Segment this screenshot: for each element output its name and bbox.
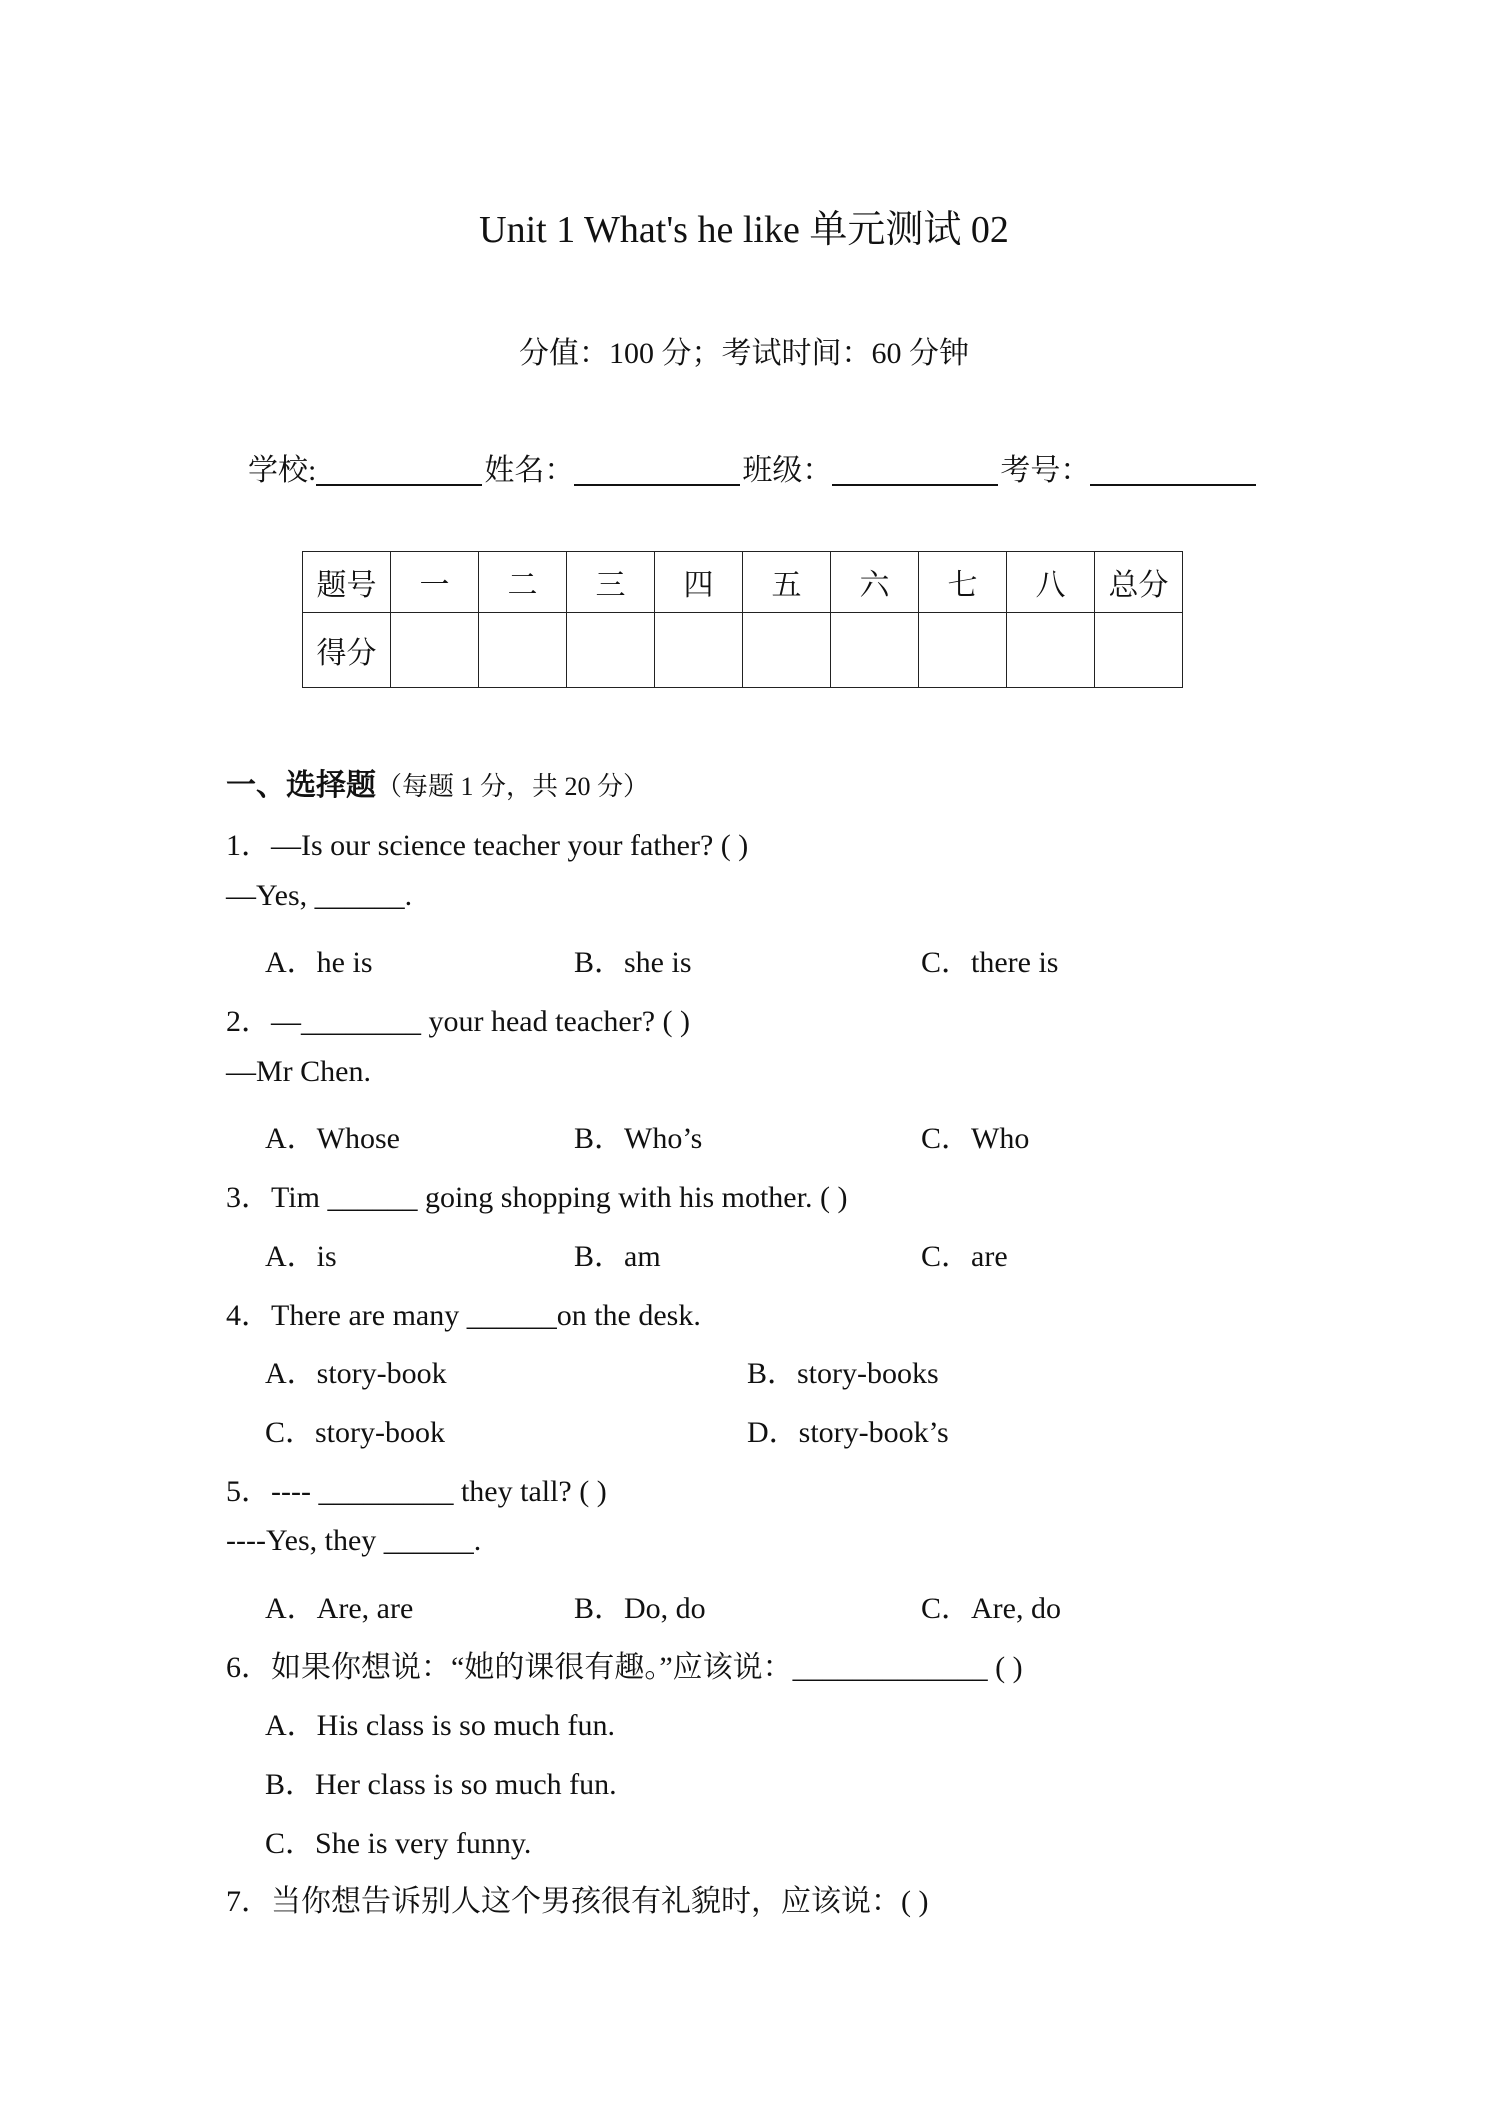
score-cell[interactable] (567, 613, 655, 688)
question-1-option-a[interactable]: A．he is (265, 946, 373, 979)
question-4-option-a[interactable]: A．story-book (265, 1357, 447, 1390)
question-6-option-a[interactable]: A．His class is so much fun. (265, 1709, 615, 1742)
column-header: 五 (743, 552, 831, 613)
school-label: 学校: (248, 454, 317, 487)
question-2-option-a[interactable]: A．Whose (265, 1122, 400, 1155)
student-info-line (248, 445, 1258, 489)
column-header: 四 (655, 552, 743, 613)
name-blank[interactable] (574, 454, 740, 486)
row-header-score: 得分 (303, 613, 391, 688)
score-cell-total[interactable] (1095, 613, 1183, 688)
question-2-followup: —Mr Chen. (226, 1055, 371, 1088)
score-cell[interactable] (1007, 613, 1095, 688)
question-5-option-a[interactable]: A．Are, are (265, 1592, 414, 1625)
exam-number-blank[interactable] (1090, 454, 1256, 486)
class-label: 班级： (742, 454, 833, 487)
question-4-option-b[interactable]: B．story-books (747, 1357, 939, 1390)
section-note: （每题 1 分，共 20 分） (376, 772, 650, 801)
question-3-stem: 3．Tim ______ going shopping with his mother. ( ) (226, 1181, 848, 1214)
column-header-total: 总分 (1095, 552, 1183, 613)
score-table (302, 551, 1183, 688)
section-heading (226, 760, 649, 804)
section-title: 一、选择题 (226, 769, 376, 802)
school-blank[interactable] (316, 454, 482, 486)
question-7-stem: 7．当你想告诉别人这个男孩很有礼貌时，应该说：( ) (226, 1885, 929, 1918)
column-header: 六 (831, 552, 919, 613)
column-header: 八 (1007, 552, 1095, 613)
question-2-option-b[interactable]: B．Who’s (574, 1122, 703, 1155)
question-3-option-c[interactable]: C．are (921, 1240, 1008, 1273)
question-4-stem: 4．There are many ______on the desk. (226, 1299, 701, 1332)
score-cell[interactable] (831, 613, 919, 688)
column-header: 三 (567, 552, 655, 613)
question-1-followup: —Yes, ______. (226, 879, 413, 912)
score-cell[interactable] (479, 613, 567, 688)
question-5-followup: ----Yes, they ______. (226, 1524, 482, 1557)
score-cell[interactable] (391, 613, 479, 688)
column-header: 一 (391, 552, 479, 613)
score-cell[interactable] (743, 613, 831, 688)
score-table-score-row (303, 613, 1183, 688)
question-2-option-c[interactable]: C．Who (921, 1122, 1030, 1155)
question-4-option-c[interactable]: C．story-book (265, 1416, 445, 1449)
page-title: Unit 1 What's he like 单元测试 02 (479, 209, 1009, 251)
score-cell[interactable] (919, 613, 1007, 688)
name-label: 姓名： (484, 454, 575, 487)
exam-subtitle: 分值：100 分；考试时间：60 分钟 (519, 337, 969, 370)
question-1-option-b[interactable]: B．she is (574, 946, 692, 979)
question-6-stem: 6．如果你想说：“她的课很有趣。”应该说：_____________ ( ) (226, 1651, 1023, 1684)
question-1-option-c[interactable]: C．there is (921, 946, 1059, 979)
question-6-option-b[interactable]: B．Her class is so much fun. (265, 1768, 617, 1801)
exam-number-label: 考号： (1000, 454, 1091, 487)
class-blank[interactable] (832, 454, 998, 486)
score-cell[interactable] (655, 613, 743, 688)
score-table-header-row (303, 552, 1183, 613)
question-5-stem: 5．---- _________ they tall? ( ) (226, 1475, 607, 1508)
question-1-stem: 1．—Is our science teacher your father? ( ) (226, 829, 749, 862)
question-3-option-b[interactable]: B．am (574, 1240, 661, 1273)
question-5-option-b[interactable]: B．Do, do (574, 1592, 706, 1625)
row-header-question-number: 题号 (303, 552, 391, 613)
question-2-stem: 2．—________ your head teacher? ( ) (226, 1005, 691, 1038)
column-header: 七 (919, 552, 1007, 613)
question-4-option-d[interactable]: D．story-book’s (747, 1416, 949, 1449)
question-6-option-c[interactable]: C．She is very funny. (265, 1827, 532, 1860)
question-3-option-a[interactable]: A．is (265, 1240, 337, 1273)
question-5-option-c[interactable]: C．Are, do (921, 1592, 1061, 1625)
column-header: 二 (479, 552, 567, 613)
